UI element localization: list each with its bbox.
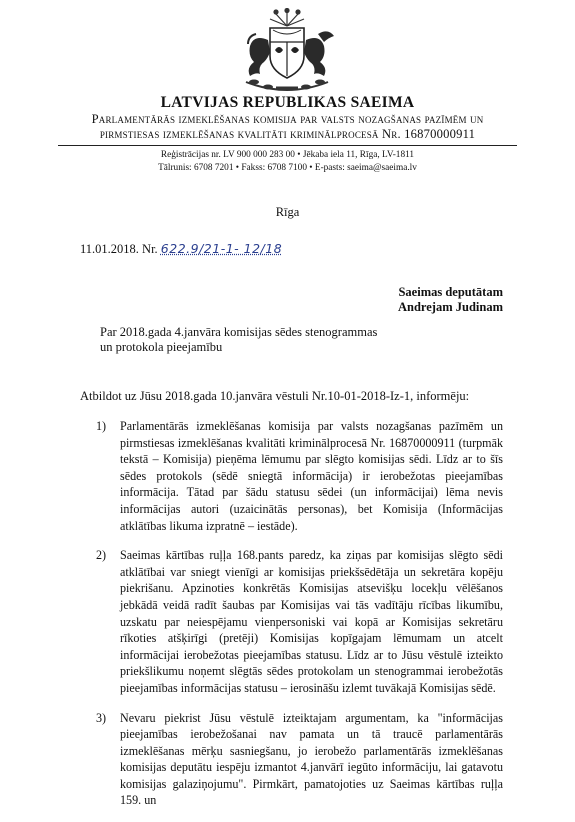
organization-name: LATVIJAS REPUBLIKAS SAEIMA: [160, 94, 415, 111]
latvia-coat-of-arms-icon: [226, 8, 348, 94]
intro-paragraph: Atbildot uz Jūsu 2018.gada 10.janvāra vēstuli Nr.10-01-2018-Iz-1, informēju:: [80, 389, 470, 403]
contact-line-1: Reģistrācijas nr. LV 900 000 283 00 • Jēkaba iela 11, Rīga, LV-1811: [160, 150, 415, 160]
list-item-text: Nevaru piekrist Jūsu vēstulē izteiktajam argumentam, ka "informācijas pieejamības ierobežošanai nav pamata un tā traucē parlamentārās izmeklēšanas mērķu sasniegšanu, jo ierobežo parlamentārās izmeklēšanas komisijas deputātu iespēju izmantot 4.janvārī iegūto informāciju, lai gatavotu komisijas galaziņojumu". Pirmkārt, pamatojoties uz Saeimas kārtības ruļļa 159. un: [120, 710, 503, 808]
list-item-number: 3): [96, 710, 107, 725]
commission-line-1: Parlamentārās izmeklēšanas komisija par valsts nozagšanas pazīmēm un: [91, 112, 484, 126]
subject-line-2: un protokola pieejamību: [100, 340, 223, 354]
addressee-title: Saeimas deputātam: [398, 285, 503, 299]
list-item: [80, 547, 503, 696]
city: Rīga: [275, 205, 300, 219]
addressee-name: Andrejam Judinam: [398, 300, 503, 314]
commission-line-2: pirmstiesas izmeklēšanas kvalitāti kriminālprocesā Nr. 16870000911: [99, 127, 476, 141]
list-item-text: Saeimas kārtības ruļļa 168.pants paredz, ka ziņas par komisijas slēgto sēdi atklātībai var sniegt vienīgi ar komisijas priekšsēdētāja un sekretāra kopēju piekrišanu. Apzinoties konkrētās Komisijas atsevišķu locekļu vēlēšanos jebkādā veidā radīt šaubas par Komisijas vai tās vadītāju rīcības likumību, uzskatu par neiespējamu vienpersoniski vai kopā ar Komisijas sekretāru rīkoties atšķirīgi (pretēji) Komisijas kopīgajam lēmumam un atcelt informācijai ierobežotas pieejamības statusu. Līdz ar to Jūsu vēstulē izteikto priekšlikumu noņemt slēgtās sēdes protokolam un stenogrammai ierobežotās pieejamības informācijas statusu – ierosināšu izlemt tuvākajā Komisijas sēdē.: [120, 548, 503, 695]
handwritten-registration-number: 622.9/21-1- 12/18: [160, 241, 283, 256]
header-divider: [58, 145, 517, 146]
numbered-list: [80, 418, 503, 822]
date-prefix: 11.01.2018. Nr.: [80, 242, 158, 256]
addressee: [398, 285, 503, 315]
subject-line-1: Par 2018.gada 4.janvāra komisijas sēdes stenogrammas: [100, 325, 378, 339]
list-item-number: 1): [96, 419, 107, 433]
date-and-number: [80, 241, 282, 257]
contact-line-2: Tālrunis: 6708 7201 • Fakss: 6708 7100 • E-pasts: saeima@saeima.lv: [158, 163, 417, 173]
commission-name: [60, 112, 515, 142]
list-item-text: Parlamentārās izmeklēšanas komisija par valsts nozagšanas pazīmēm un pirmstiesas izmeklēšanas kvalitāti kriminālprocesā Nr. 16870000911 (turpmāk tekstā – Komisija) pieņēma lēmumu par slēgto komisijas sēdi. Līdz ar to šīs sēdes protokols (sēdē sniegtā informācija) ir ierobežotas pieejamības informācija. Tātad par šādu statusu sēdei (un informācijai) lēma nevis informācijas autori (uzaicinātās personas), bet Komisija (Informācijas atklātības likuma izpratnē – iestāde).: [120, 419, 503, 533]
letter-subject: [100, 325, 400, 355]
list-item: [80, 418, 503, 534]
list-item: [80, 710, 503, 810]
list-item-number: 2): [96, 548, 107, 563]
